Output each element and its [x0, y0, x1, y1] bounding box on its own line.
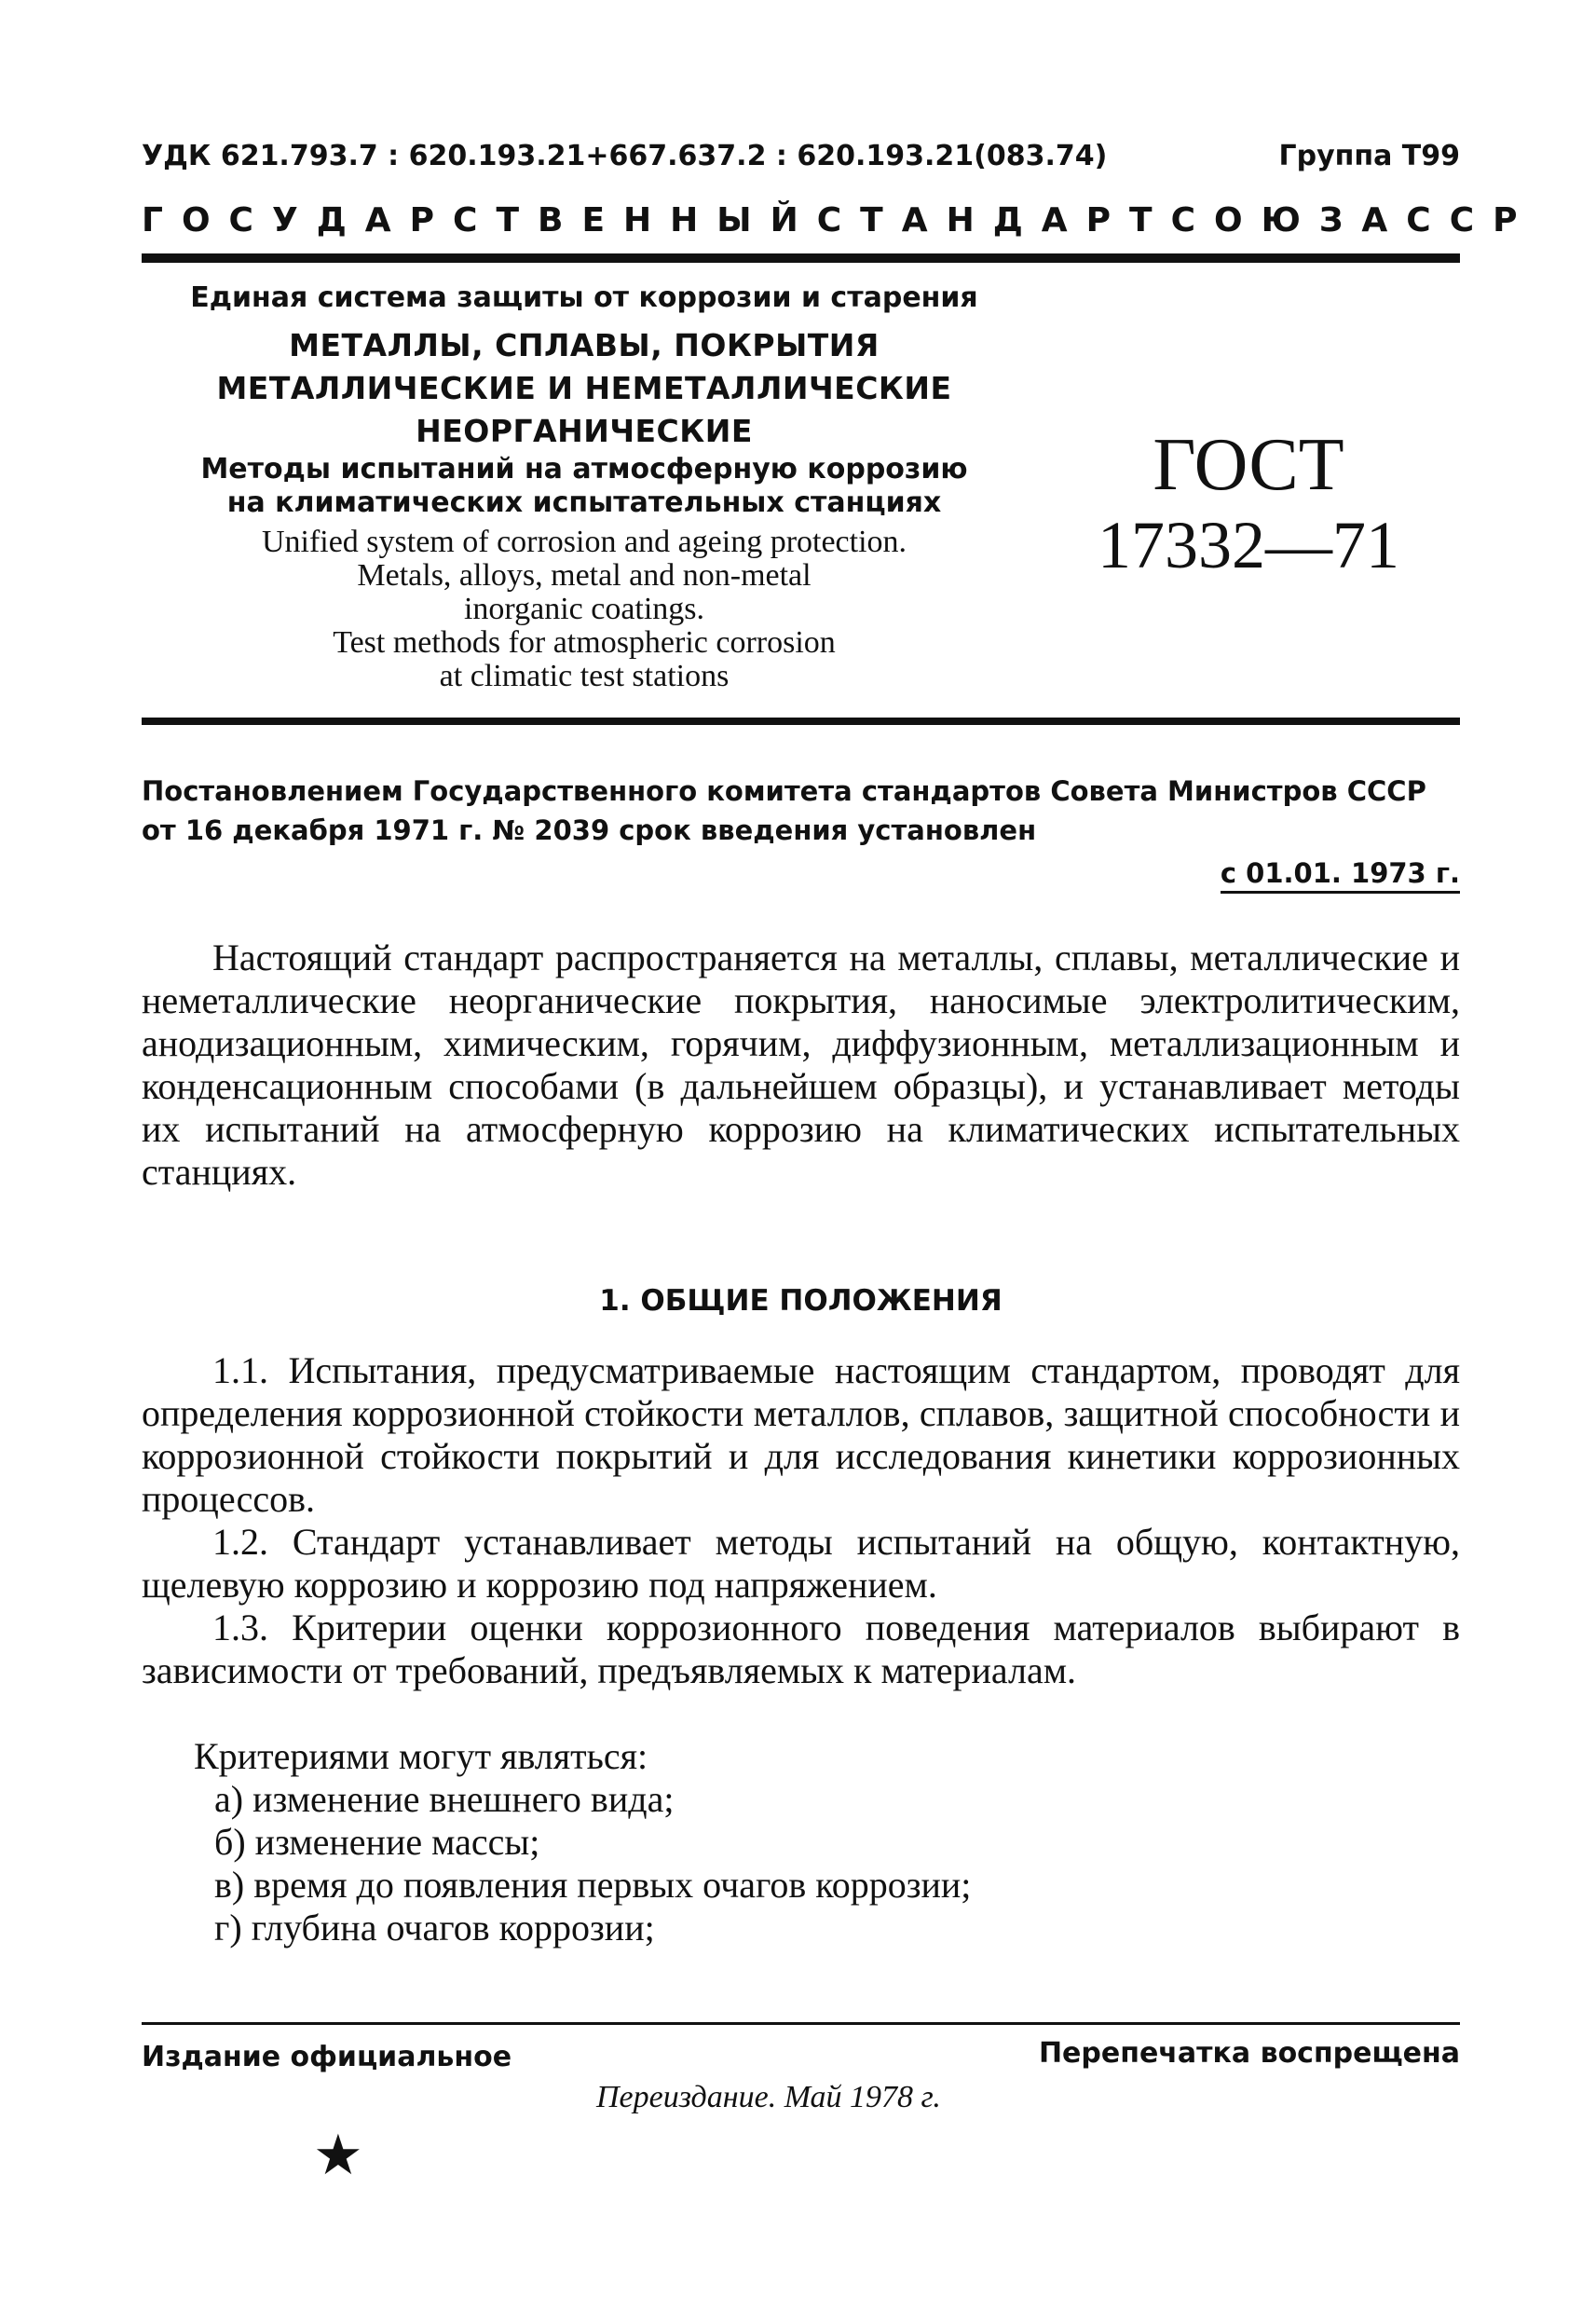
gost-label: ГОСТ: [1153, 424, 1344, 506]
banner-word-state: ГОСУДАРСТВЕННЫЙ: [142, 201, 817, 239]
banner-word-standard: СТАНДАРТ: [816, 201, 1171, 239]
methods-line-2: на климатических испытательных станциях: [226, 486, 942, 519]
clause-1-2: 1.2. Стандарт устанавливает методы испытаний на общую, контактную, щелевую коррозию и коррозию под напряжением.: [142, 1521, 1460, 1606]
gost-designation: [1071, 424, 1425, 584]
english-title-line-2: Metals, alloys, metal and non-metal: [357, 558, 812, 593]
english-title-line-4: Test methods for atmospheric corrosion: [333, 625, 836, 660]
clause-1-3: 1.3. Критерии оценки коррозионного поведения материалов выбирают в зависимости от требований, предъявляемых к материалам.: [142, 1607, 1460, 1691]
criteria-item-a: а) изменение внешнего вида;: [214, 1778, 675, 1820]
title-line-2: МЕТАЛЛИЧЕСКИЕ И НЕМЕТАЛЛИЧЕСКИЕ: [216, 370, 952, 406]
title-rule-thick: [142, 718, 1460, 725]
header-rule-thick: [142, 253, 1460, 263]
title-line-3: НЕОРГАНИЧЕСКИЕ: [416, 413, 753, 449]
intro-paragraph: Настоящий стандарт распространяется на металлы, сплавы, металлические и неметаллические неорганические покрытия, наносимые электролитическим, анодизационным, химическим, горячим, диффузионным, металлизационным и конденсационным способами (в дальнейшем образцы), и устанавливает методы их испытаний на атмосферную коррозию на климатических испытательных станциях.: [142, 937, 1460, 1193]
banner-word-union: СОЮЗА: [1170, 201, 1407, 239]
methods-line-1: Методы испытаний на атмосферную коррозию: [200, 453, 968, 485]
criteria-item-d: г) глубина очагов коррозии;: [214, 1907, 655, 1949]
official-edition-note: Издание официальное: [142, 2041, 512, 2073]
title-line-1: МЕТАЛЛЫ, СПЛАВЫ, ПОКРЫТИЯ: [289, 327, 880, 363]
decree-text: [142, 772, 1460, 850]
effective-date: с 01.01. 1973 г.: [1221, 857, 1460, 894]
criteria-item-b: б) изменение массы;: [214, 1821, 540, 1863]
section-heading: 1. ОБЩИЕ ПОЛОЖЕНИЯ: [599, 1284, 1003, 1318]
star-icon: ★: [313, 2123, 363, 2188]
gost-number: 17332—71: [1098, 508, 1399, 582]
reissue-note: Переиздание. Май 1978 г.: [596, 2080, 941, 2114]
english-title-line-5: at climatic test stations: [439, 659, 730, 693]
banner-word-ussr: ССР: [1406, 201, 1536, 239]
criteria-intro: Критериями могут являться:: [194, 1735, 648, 1777]
title-block: [142, 280, 1027, 693]
series-title: Единая система защиты от коррозии и старения: [190, 281, 978, 314]
decree-line-1: Постановлением Государственного комитета стандартов Совета Министров СССР: [142, 775, 1426, 807]
state-standard-banner: [142, 201, 1536, 239]
clause-1-1: 1.1. Испытания, предусматриваемые настоящим стандартом, проводят для определения коррозионной стойкости металлов, сплавов, защитной способности и коррозионной стойкости покрытий и для исследования кинетики коррозионных процессов.: [142, 1349, 1460, 1520]
reprint-prohibited-note: Перепечатка воспрещена: [1038, 2037, 1460, 2070]
udk-code: УДК 621.793.7 : 620.193.21+667.637.2 : 620.193.21(083.74): [142, 140, 1108, 172]
english-title-line-1: Unified system of corrosion and ageing protection.: [261, 525, 907, 559]
footer-rule: [142, 2022, 1460, 2025]
group-code: Группа Т99: [1278, 140, 1460, 172]
criteria-item-c: в) время до появления первых очагов коррозии;: [214, 1864, 972, 1906]
decree-line-2: от 16 декабря 1971 г. № 2039 срок введения установлен: [142, 814, 1037, 846]
english-title-line-3: inorganic coatings.: [463, 592, 705, 626]
